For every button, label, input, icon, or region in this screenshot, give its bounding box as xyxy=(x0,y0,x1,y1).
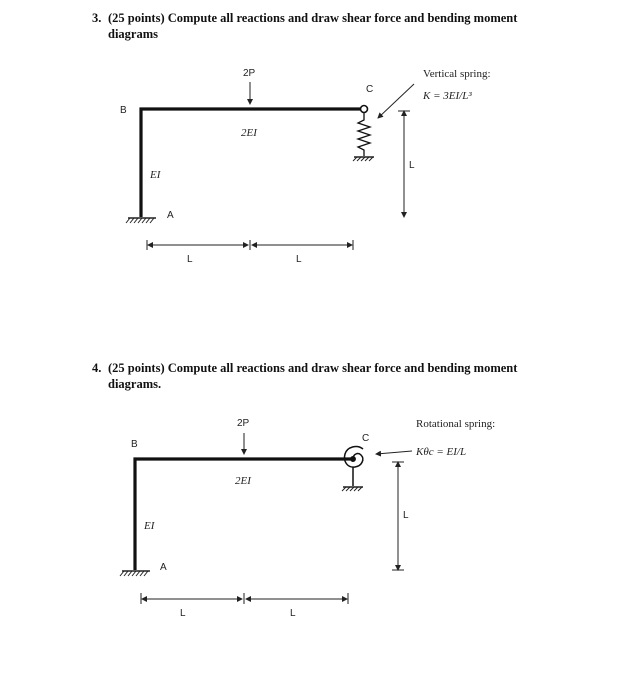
column-stiffness-label-3: EI xyxy=(150,169,161,181)
frame-3 xyxy=(141,109,362,217)
spring-leader-4 xyxy=(376,451,412,454)
problem-3-number: 3. xyxy=(92,11,102,25)
spring-title-4: Rotational spring: xyxy=(416,418,496,430)
span-dimension-4 xyxy=(141,593,348,604)
support-a-label-3: A xyxy=(167,210,174,221)
spring-leader-3 xyxy=(378,84,414,118)
spring-value-4: Kθc = EI/L xyxy=(416,446,467,458)
support-a-label-4: A xyxy=(160,562,167,573)
height-label-4: L xyxy=(403,510,409,521)
end-c-label-4: C xyxy=(362,433,370,444)
vertical-spring-3 xyxy=(358,113,370,156)
joint-b-label-3: B xyxy=(120,105,127,116)
problem-4-text: (25 points) Compute all reactions and draw shear force and bending moment diagrams. xyxy=(108,361,518,391)
hinge-c-3 xyxy=(361,106,368,113)
spring-value-3: K = 3EI/L³ xyxy=(423,90,472,102)
joint-b-label-4: B xyxy=(131,439,138,450)
fixed-support-a-3 xyxy=(126,218,156,223)
span-label-left-4: L xyxy=(180,608,186,619)
span-label-right-3: L xyxy=(296,254,302,265)
span-dimension-3 xyxy=(147,240,353,250)
load-label-4: 2P xyxy=(237,418,250,429)
span-label-right-4: L xyxy=(290,608,296,619)
beam-stiffness-label-4: 2EI xyxy=(235,475,251,487)
figure-4 xyxy=(120,418,495,619)
problem-4-number: 4. xyxy=(92,361,102,375)
span-label-left-3: L xyxy=(187,254,193,265)
figure-3 xyxy=(120,68,491,265)
problem-3-text: (25 points) Compute all reactions and draw shear force and bending moment diagrams xyxy=(108,11,518,41)
column-stiffness-label-4: EI xyxy=(144,520,155,532)
load-label-3: 2P xyxy=(243,68,256,79)
beam-stiffness-label-3: 2EI xyxy=(241,127,257,139)
fixed-support-a-4 xyxy=(120,571,150,576)
rotational-spring-4 xyxy=(344,447,363,486)
spring-ground-3 xyxy=(353,157,374,161)
height-label-3: L xyxy=(409,160,415,171)
spring-title-3: Vertical spring: xyxy=(423,68,491,80)
end-c-label-3: C xyxy=(366,84,374,95)
spring-ground-4 xyxy=(342,487,363,491)
